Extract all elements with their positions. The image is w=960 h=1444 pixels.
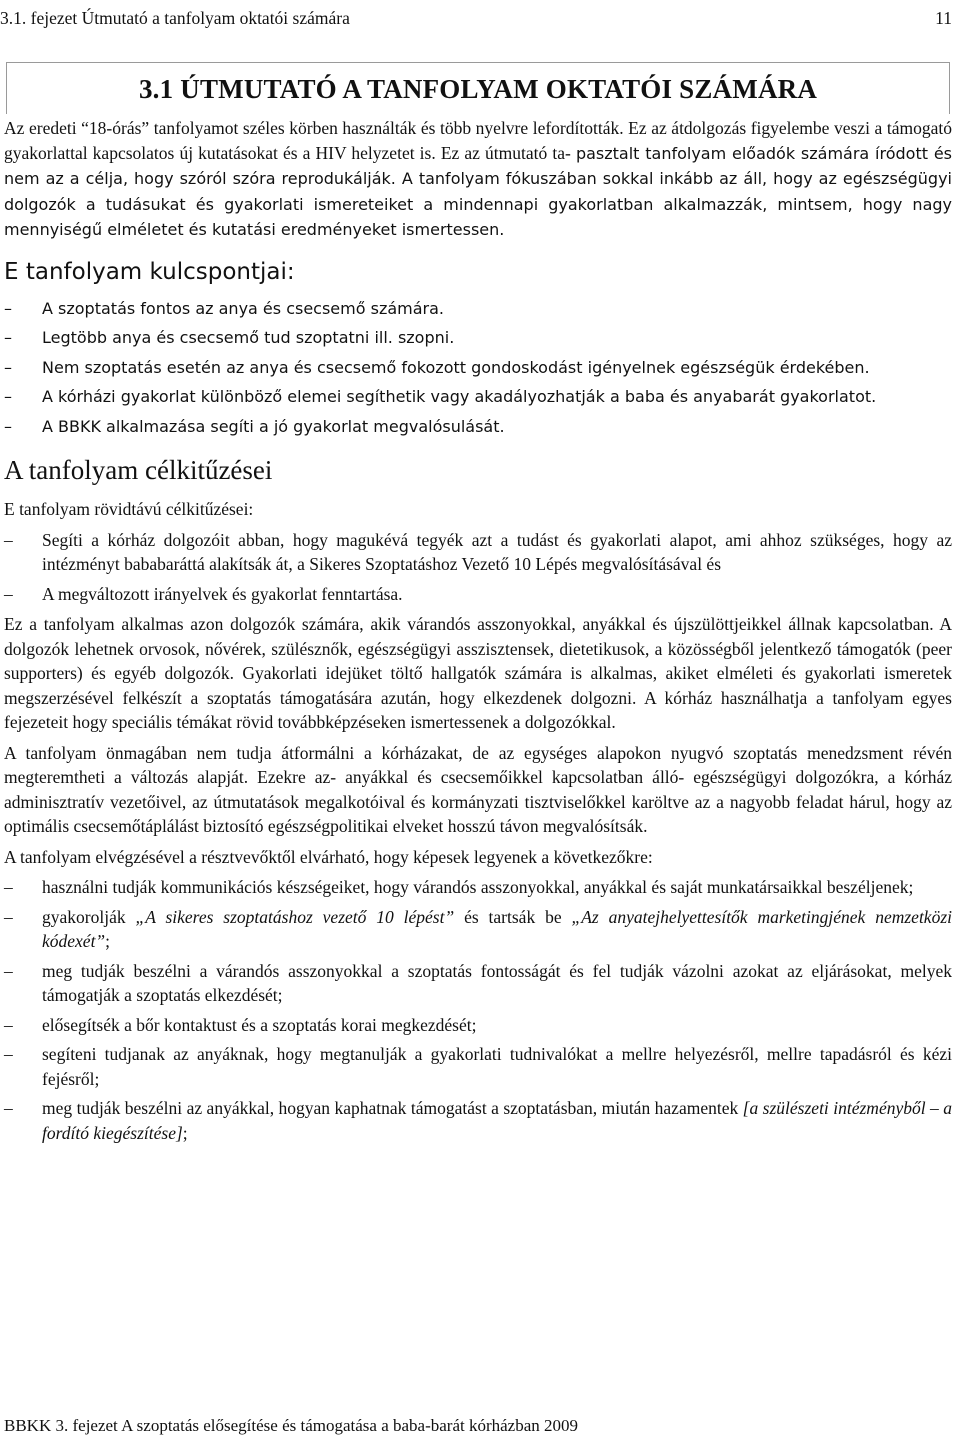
translator-note: [a szülészeti intézményből – a fordító kiegészítése] <box>42 1098 952 1143</box>
list-item: – Segíti a kórház dolgozóit abban, hogy magukévá tegyék azt a tudást és gyakorlati alapot, ami ahhoz szükséges, hogy az intézményt bababaráttá alakítsák át, a Sikeres Szoptatáshoz Vezető 10 Lépés megvalósításával és <box>4 528 952 577</box>
list-item: – használni tudják kommunikációs készségeiket, hogy várandós asszonyokkal, anyákkal és saját munkatársaikkal beszéljenek; <box>4 875 952 900</box>
ten-steps-title: „A sikeres szoptatáshoz vezető 10 lépést” <box>135 906 455 927</box>
running-header <box>0 6 952 31</box>
section-title-box <box>6 62 950 114</box>
page-footer: BBKK 3. fejezet A szoptatás elősegítése és támogatása a baba-barát kórházban 2009 <box>4 1416 579 1435</box>
list-item: – A szoptatás fontos az anya és csecsemő számára. <box>4 297 952 322</box>
item-text: ; <box>182 1122 188 1143</box>
list-item: – Legtöbb anya és csecsemő tud szoptatni ill. szopni. <box>4 326 952 351</box>
transform-paragraph: A tanfolyam önmagában nem tudja átformálni a kórházakat, de az egységes alapokon nyugvó szoptatás menedzsment révén megteremtheti a változás alapját. Ezekre az- anyákkal és csecsemőikkel kapcsolatban álló- egészségügyi dolgozókra, a kórház adminisztratív vezetőivel, az útmutatások megalkotóival és kormányzati tisztviselőkkel karöltve az a nagyobb feladat hárul, hogy az optimális csecsemőtáplálást biztosító egészségpolitikai elveket hosszú távon megvalósítsák. <box>4 742 952 836</box>
intro-sans-text: pasztalt tanfolyam előadók számára íródott és nem az a célja, hogy szóról szóra reprodukálják. A tanfolyam fókuszában sokkal inkább az áll, hogy az egészségügyi dolgozók a tudásukat és gyakorlati ismereteiket a mindennapi gyakorlatban alkalmazzák, mintsem, hogy nagy mennyiségű elméletet és kutatási eredményeket ismertessen. <box>4 143 953 239</box>
item-text: és tartsák be <box>454 906 572 927</box>
key-points-heading: E tanfolyam kulcspontjai: <box>4 258 295 285</box>
goals-subheading: E tanfolyam rövidtávú célkitűzései: <box>4 499 254 519</box>
key-points-list <box>4 297 952 440</box>
expectations-intro: A tanfolyam elvégzésével a résztvevőktől elvárható, hogy képesek legyenek a következőkre: <box>4 846 653 867</box>
item-text: meg tudják beszélni az anyákkal, hogyan kaphatnak támogatást a szoptatásban, miután hazamentek <box>42 1098 743 1118</box>
list-item: – Nem szoptatás esetén az anya és csecsemő fokozott gondoskodást igényelnek egészségük érdekében. <box>4 356 952 381</box>
code-title: „Az anyatejhelyettesítők marketingjének nemzetközi kódexét” <box>42 906 952 951</box>
intro-paragraph <box>4 116 952 243</box>
main-content <box>4 116 952 1151</box>
list-item: – A kórházi gyakorlat különböző elemei segíthetik vagy akadályozhatják a baba és anyabarát gyakorlatot. <box>4 385 952 410</box>
list-item: – meg tudják beszélni a várandós asszonyokkal a szoptatás fontosságát és fel tudják vázolni azokat az eljárásokat, melyek támogatják a szoptatás elkezdését; <box>4 959 952 1008</box>
item-text: gyakorolják <box>42 906 136 927</box>
goals-list <box>4 528 952 607</box>
list-item: – segíteni tudjanak az anyáknak, hogy megtanulják a gyakorlati tudnivalókat a mellre helyezésről, mellre tapadásról és kézi fejésről; <box>4 1042 952 1091</box>
audience-paragraph: Ez a tanfolyam alkalmas azon dolgozók számára, akik várandós asszonyokkal, anyákkal és újszülöttjeikkel állnak kapcsolatban. A dolgozók lehetnek orvosok, nővérek, szülésznők, egészségügyi asszisztensek, dietetikusok, a közösségből jelentkező támogatók (peer supporters) és egyéb dolgozók. Gyakorlati idejüket töltő hallgatók számára is alkalmas, akiket elméleti és gyakorlati ismeretek megszerzésével felkészít a szoptatás támogatására azután, hogy elkezdenek dolgozni. A kórház használhatja a tanfolyam egyes fejezeteit hogy speciális témákat rövid továbbképzéseken ismertessenek a dolgozókkal. <box>4 614 952 732</box>
list-item <box>4 905 952 954</box>
item-text: ; <box>105 931 111 951</box>
list-item: – A megváltozott irányelvek és gyakorlat fenntartása. <box>4 582 952 607</box>
list-item: – elősegítsék a bőr kontaktust és a szoptatás korai megkezdését; <box>4 1013 952 1038</box>
section-title: 3.1 ÚTMUTATÓ A TANFOLYAM OKTATÓI SZÁMÁRA <box>138 74 818 104</box>
intro-serif-text: Az eredeti “18-órás” tanfolyamot széles körben használták és több nyelvre lefordították. Ez az átdolgozás figyelembe veszi a támogató gyakorlattal kapcsolatos új kutatásokat és a HIV helyzetet is. Ez az útmutató ta- <box>4 118 952 163</box>
page-number: 11 <box>935 8 952 28</box>
list-item <box>4 1096 952 1145</box>
list-item: – A BBKK alkalmazása segíti a jó gyakorlat megvalósulását. <box>4 415 952 440</box>
goals-heading: A tanfolyam célkitűzései <box>4 455 273 485</box>
header-chapter: 3.1. fejezet Útmutató a tanfolyam oktatói számára <box>0 8 350 28</box>
expectations-list <box>4 875 952 1145</box>
